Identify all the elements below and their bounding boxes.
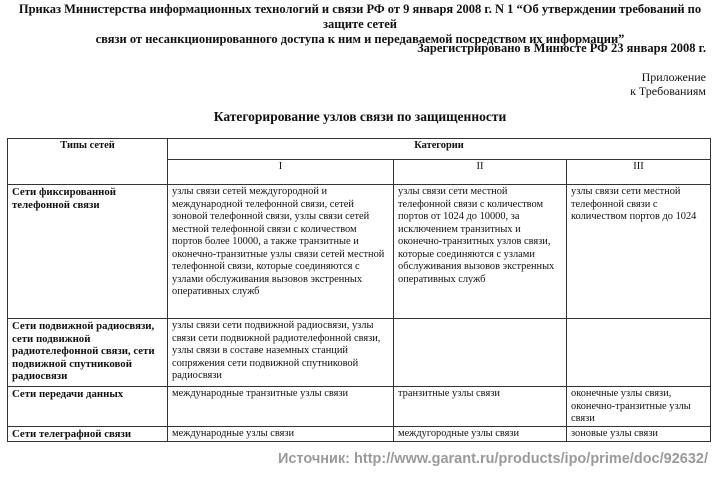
table-cell: зоновые узлы связи	[567, 427, 711, 442]
row-network-type: Сети передачи данных	[8, 387, 168, 427]
table-cell: международные транзитные узлы связи	[168, 387, 394, 427]
category-header-2: II	[394, 160, 567, 185]
header-network-types: Типы сетей	[8, 139, 168, 185]
order-title-line-1: Приказ Министерства информационных технологий и связи РФ от 9 января 2008 г. N 1 “Об утверждении требований по защите сетей	[18, 2, 702, 31]
category-header-1: I	[168, 160, 394, 185]
appendix-line-2: к Требованиям	[630, 84, 706, 98]
header-categories: Категории	[168, 139, 711, 160]
table-cell: узлы связи сети подвижной радиосвязи, узлы связи сети подвижной радиотелефонной связи, узлы связи в составе наземных станций сопряжения сети подвижной спутниковой радиосвязи	[168, 319, 394, 387]
appendix-note	[630, 70, 706, 98]
table-cell	[567, 319, 711, 387]
appendix-line-1: Приложение	[641, 70, 706, 84]
document-title: Категорирование узлов связи по защищенности	[213, 109, 507, 124]
table-row	[8, 427, 711, 442]
row-network-type: Сети телеграфной связи	[8, 427, 168, 442]
table-cell: транзитные узлы связи	[394, 387, 567, 427]
table-cell: узлы связи сетей междугородной и международной телефонной связи, сетей зоновой телефонной связи, узлы связи сетей местной телефонной связи с количеством портов более 10000, а также транзитные и оконечно-транзитные узлы связи сетей местной телефонной связи, которые соединяются с узлами обслуживания вызовов экстренных оперативных служб	[168, 185, 394, 319]
table-cell: международные узлы связи	[168, 427, 394, 442]
row-network-type: Сети фиксированной телефонной связи	[8, 185, 168, 319]
table-row	[8, 387, 711, 427]
registration-note: Зарегистрировано в Минюсте РФ 23 января 2008 г.	[417, 41, 706, 55]
table-cell: междугородные узлы связи	[394, 427, 567, 442]
table-cell: узлы связи сети местной телефонной связи с количеством портов от 1024 до 10000, за исключением транзитных и оконечно-транзитных узлов связи, которые соединяются с узлами обслуживания вызовов экстренных оперативных служб	[394, 185, 567, 319]
order-title-line-2: связи от несанкционированного доступа к ним и передаваемой посредством их информации”	[95, 32, 625, 46]
table-cell	[394, 319, 567, 387]
table-row	[8, 319, 711, 387]
table-cell: узлы связи сети местной телефонной связи с количеством портов до 1024	[567, 185, 711, 319]
categories-table	[7, 138, 711, 442]
source-link[interactable]: Источник: http://www.garant.ru/products/ipo/prime/doc/92632/	[277, 451, 708, 467]
table-cell: оконечные узлы связи, оконечно-транзитные узлы связи	[567, 387, 711, 427]
table-row	[8, 185, 711, 319]
row-network-type: Сети подвижной радиосвязи, сети подвижной радиотелефонной связи, сети подвижной спутниковой радиосвязи	[8, 319, 168, 387]
category-header-3: III	[567, 160, 711, 185]
